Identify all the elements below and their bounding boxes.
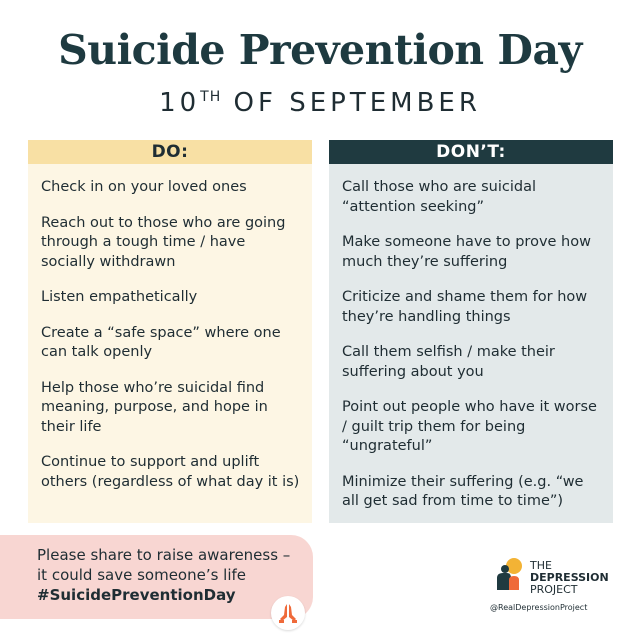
date-suffix: TH: [200, 89, 222, 105]
dont-item: Minimize their suffering (e.g. “we all get sad from time to time”): [342, 473, 584, 509]
dont-item: Call those who are suicidal “attention seeking”: [342, 179, 536, 215]
logo-wordmark: [530, 560, 609, 596]
logo-line-3: PROJECT: [530, 583, 578, 596]
date-subtitle: [0, 88, 640, 118]
logo-line-1: THE: [530, 559, 552, 572]
dont-item: Make someone have to prove how much they’re suffering: [342, 234, 591, 270]
dont-column: [329, 140, 613, 523]
social-handle: @RealDepressionProject: [490, 603, 588, 612]
dont-item: Point out people who have it worse / guilt trip them for being “ungrateful”: [342, 399, 597, 454]
page-title: Suicide Prevention Day: [58, 26, 582, 74]
do-column: [28, 140, 312, 523]
do-item: Continue to support and uplift others (regardless of what day it is): [41, 454, 300, 490]
share-text: [37, 545, 307, 605]
do-heading: DO:: [28, 140, 312, 164]
share-banner: [0, 535, 313, 619]
do-list: [28, 164, 312, 492]
dont-heading: DON’T:: [329, 140, 613, 164]
do-item: Listen empathetically: [41, 289, 198, 305]
share-line-1: Please share to raise awareness –: [37, 546, 291, 564]
do-item: Reach out to those who are going through a tough time / have socially withdrawn: [41, 214, 286, 270]
dont-item: Call them selfish / make their suffering about you: [342, 344, 555, 380]
do-item: Help those who’re suicidal find meaning, purpose, and hope in their life: [41, 379, 268, 435]
date-rest: OF SEPTEMBER: [233, 88, 481, 118]
share-line-2: it could save someone’s life: [37, 566, 247, 584]
do-item: Check in on your loved ones: [41, 179, 247, 195]
date-day: 10: [159, 88, 201, 118]
depression-project-logo-icon: [493, 556, 527, 596]
share-hashtag: #SuicidePreventionDay: [37, 586, 236, 604]
dont-item: Criticize and shame them for how they’re handling things: [342, 289, 588, 325]
do-item: Create a “safe space” where one can talk openly: [41, 324, 281, 360]
dont-list: [329, 164, 613, 512]
logo-line-2: DEPRESSION: [530, 571, 609, 584]
praying-hands-icon: [271, 596, 305, 630]
